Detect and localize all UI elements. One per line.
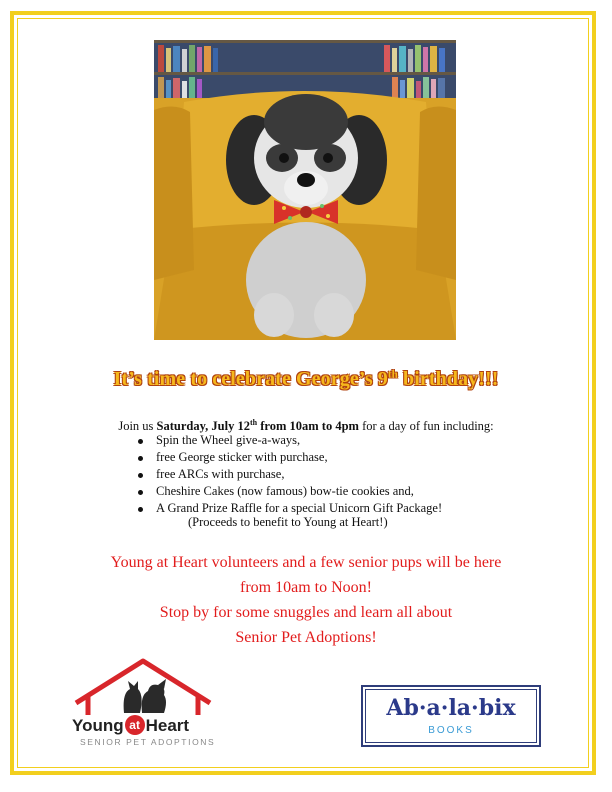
intro-time: from 10am to 4pm	[257, 419, 359, 434]
volunteer-line: from 10am to Noon!	[240, 579, 372, 596]
volunteer-message	[0, 550, 612, 650]
intro-date: Saturday, July 12	[156, 419, 250, 434]
intro-lead: Join us	[118, 419, 157, 434]
list-item: free ARCs with purchase,	[138, 466, 442, 483]
proceeds-note: (Proceeds to benefit to Young at Heart!)	[188, 515, 388, 529]
list-item: A Grand Prize Raffle for a special Unicorn Gift Package!	[138, 500, 442, 517]
headline-sup: th	[387, 368, 398, 381]
intro-date-sup: th	[249, 418, 258, 427]
list-item: Cheshire Cakes (now famous) bow-tie cookies and,	[138, 483, 442, 500]
activities-list	[138, 432, 442, 517]
list-item: Spin the Wheel give-a-ways,	[138, 432, 442, 449]
headline-before: It’s time to celebrate George’s 9	[113, 368, 388, 390]
yah-heart: Heart	[145, 716, 190, 735]
young-at-heart-logo-text	[72, 715, 189, 736]
birthday-headline	[0, 368, 612, 391]
intro-tail: for a day of fun including:	[358, 419, 494, 434]
volunteer-line: Senior Pet Adoptions!	[235, 629, 377, 646]
volunteer-line: Young at Heart volunteers and a few senior pups will be here	[110, 554, 502, 571]
list-item: free George sticker with purchase,	[138, 449, 442, 466]
headline-after: birthday!!!	[397, 368, 499, 390]
yah-young: Young	[72, 716, 124, 735]
yah-at-badge: at	[125, 715, 145, 735]
young-at-heart-tagline: SENIOR PET ADOPTIONS	[80, 737, 216, 747]
abalabix-logo	[361, 685, 541, 747]
volunteer-line: Stop by for some snuggles and learn all about	[159, 604, 453, 621]
dog-photo	[154, 40, 456, 340]
abalabix-name: Ab·a·la·bix	[386, 695, 516, 721]
abalabix-books: BOOKS	[428, 725, 474, 736]
